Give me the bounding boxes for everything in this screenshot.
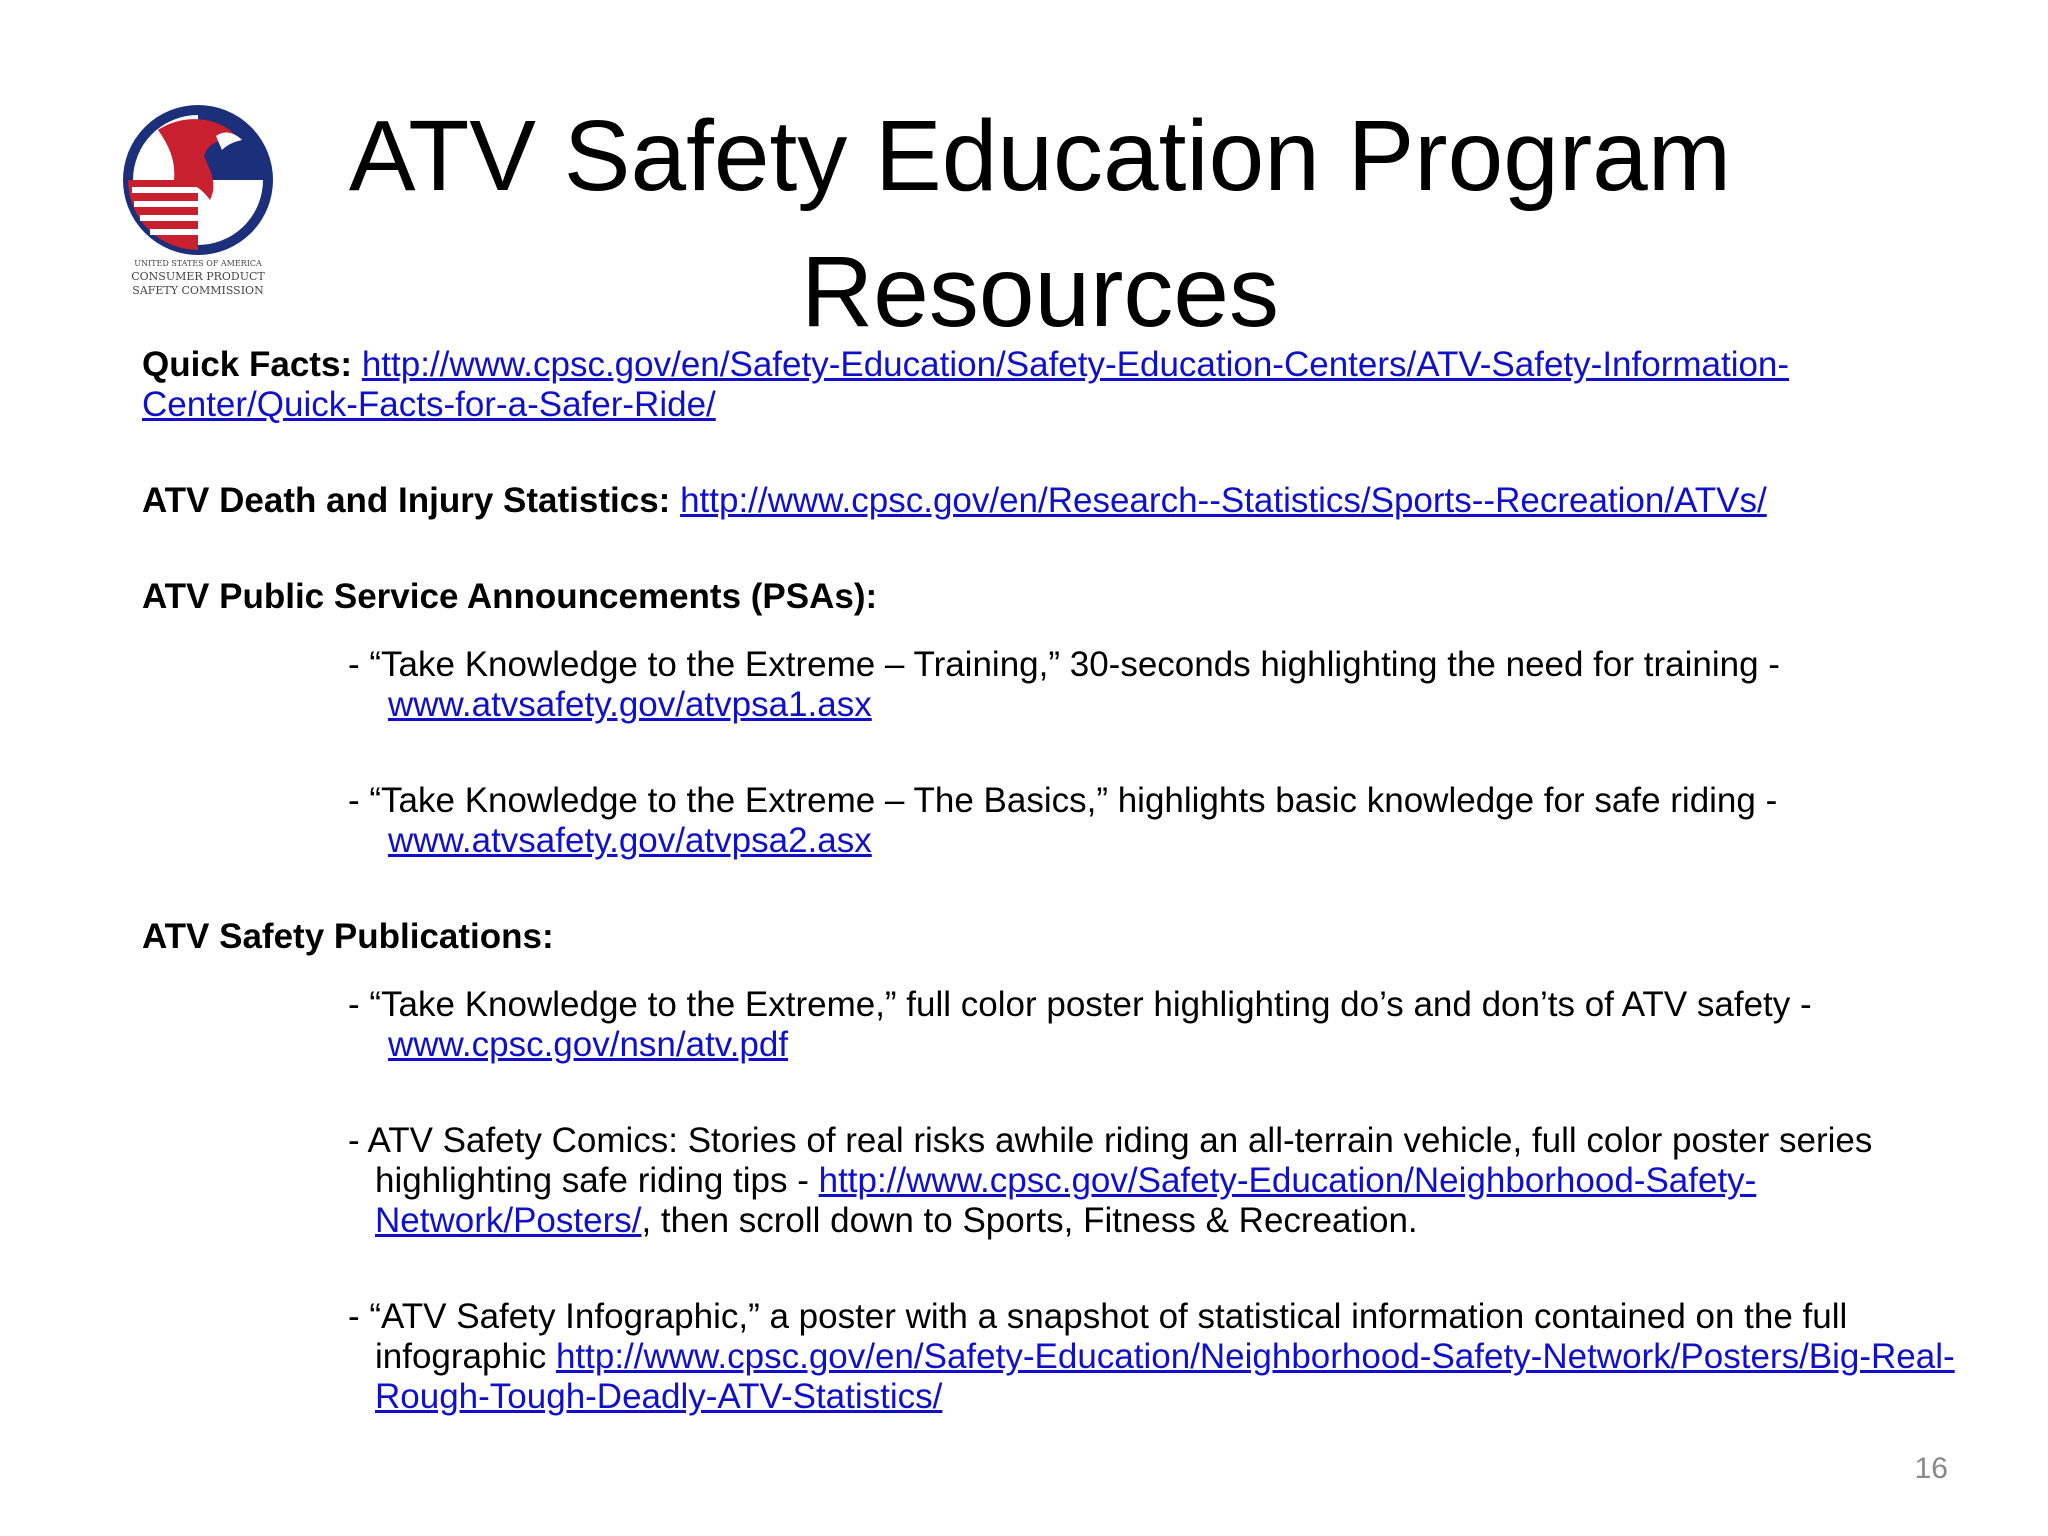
slide-title-line-1: ATV Safety Education Program bbox=[348, 100, 1732, 212]
publication-item-3 bbox=[348, 1297, 1962, 1417]
psa-item-1-link[interactable]: www.atvsafety.gov/atvpsa1.asx bbox=[388, 685, 872, 724]
publications-label: ATV Safety Publications: bbox=[142, 917, 554, 956]
publication-item-3-link[interactable]: http://www.cpsc.gov/en/Safety-Education/Neighborhood-Safety-Network/Posters/Big-Real-Rough-Tough-Deadly-ATV-Statistics/ bbox=[375, 1337, 1955, 1416]
statistics-row bbox=[142, 481, 1962, 521]
psa-item-2 bbox=[348, 781, 1962, 861]
quick-facts-label: Quick Facts: bbox=[142, 345, 353, 384]
psa-item-1-text: - “Take Knowledge to the Extreme – Training,” 30-seconds highlighting the need for training - bbox=[348, 645, 1780, 684]
slide-title-line-2: Resources bbox=[801, 236, 1279, 348]
publication-item-2-link[interactable]: http://www.cpsc.gov/Safety-Education/Neighborhood-Safety-Network/Posters/ bbox=[375, 1161, 1757, 1240]
page-number: 16 bbox=[1914, 1452, 1948, 1485]
psas-label: ATV Public Service Announcements (PSAs): bbox=[142, 577, 878, 616]
statistics-label: ATV Death and Injury Statistics: bbox=[142, 481, 671, 520]
quick-facts-link[interactable]: http://www.cpsc.gov/en/Safety-Education/Safety-Education-Centers/ATV-Safety-Information-Center/Quick-Facts-for-a-Safer-Ride/ bbox=[142, 345, 1790, 424]
logo-text-3: SAFETY COMMISSION bbox=[132, 284, 264, 297]
cpsc-logo-icon bbox=[118, 100, 278, 300]
publication-item-2-suffix: , then scroll down to Sports, Fitness & Recreation. bbox=[641, 1201, 1418, 1240]
statistics-link[interactable]: http://www.cpsc.gov/en/Research--Statistics/Sports--Recreation/ATVs/ bbox=[680, 481, 1767, 520]
psa-item-2-text: - “Take Knowledge to the Extreme – The Basics,” highlights basic knowledge for safe riding - bbox=[348, 781, 1778, 820]
psa-item-2-link[interactable]: www.atvsafety.gov/atvpsa2.asx bbox=[388, 821, 872, 860]
publication-item-2 bbox=[348, 1121, 1962, 1241]
publication-item-1-link[interactable]: www.cpsc.gov/nsn/atv.pdf bbox=[388, 1025, 789, 1064]
slide-title bbox=[280, 88, 1800, 360]
quick-facts-row bbox=[142, 345, 1962, 425]
publication-item-2-text: - ATV Safety Comics: Stories of real risks awhile riding an all-terrain vehicle, full color poster series highlighting safe riding tips - bbox=[348, 1121, 1873, 1200]
logo-text-2: CONSUMER PRODUCT bbox=[131, 270, 265, 283]
publication-item-1-text: - “Take Knowledge to the Extreme,” full color poster highlighting do’s and don’ts of ATV safety - bbox=[348, 985, 1812, 1024]
logo-text-1: UNITED STATES OF AMERICA bbox=[134, 259, 262, 268]
publication-item-1 bbox=[348, 985, 1962, 1065]
slide-content bbox=[142, 345, 1962, 1417]
publication-item-3-text: - “ATV Safety Infographic,” a poster with a snapshot of statistical information contained on the full infographic bbox=[348, 1297, 1848, 1376]
psa-item-1 bbox=[348, 645, 1962, 725]
